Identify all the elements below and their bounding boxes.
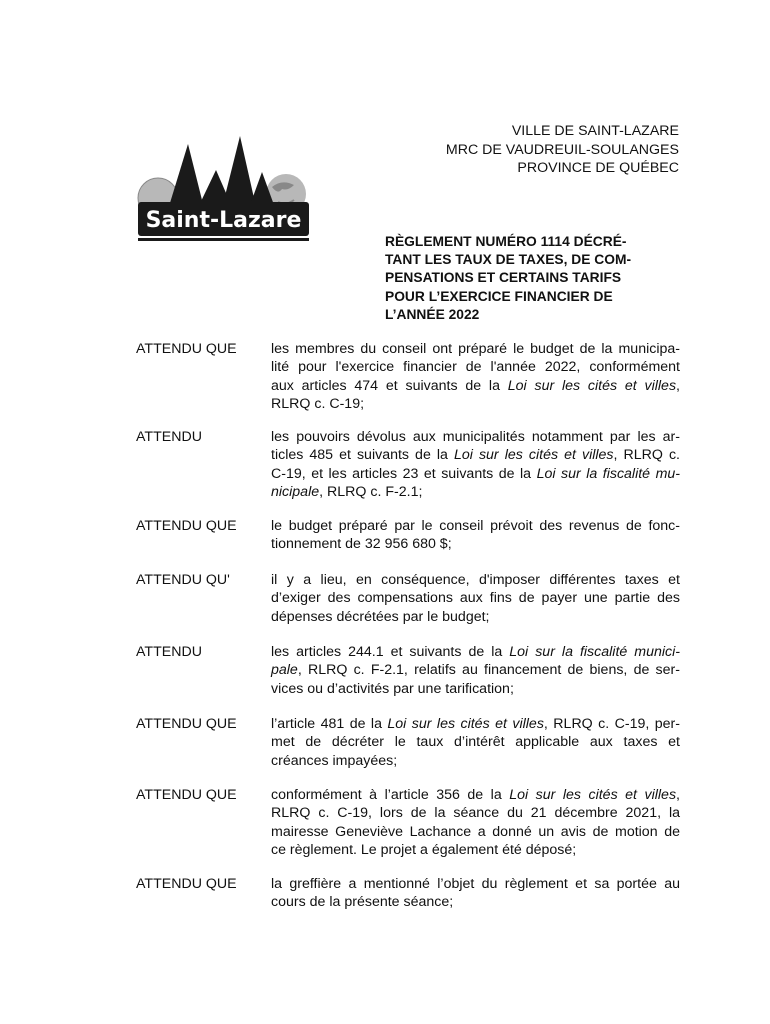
law-citation: Loi sur la fiscalité mu- bbox=[536, 465, 680, 482]
saint-lazare-logo bbox=[136, 132, 311, 244]
clause-text-line: dépenses décrétées par le budget; bbox=[271, 608, 490, 625]
clause-label: ATTENDU bbox=[136, 644, 202, 660]
clause-text-line: la greffière a mentionné l’objet du règlement et sa portée au bbox=[271, 876, 680, 892]
logo-wordmark: Saint-Lazare bbox=[145, 208, 302, 233]
clause-text bbox=[271, 340, 680, 414]
clause-text-line: RLRQ c. C-19; bbox=[271, 396, 365, 413]
bylaw-title-line: RÈGLEMENT NUMÉRO 1114 DÉCRÉ- bbox=[385, 234, 627, 249]
clause-text-line: aux articles 474 et suivants de la Loi sur les cités et villes, bbox=[271, 377, 680, 394]
clause-text-line: mairesse Geneviève Lachance a donné un avis de motion de bbox=[271, 823, 680, 840]
clause-label: ATTENDU QUE bbox=[136, 787, 237, 803]
clause-text-line: le budget préparé par le conseil prévoit des revenus de fonc- bbox=[271, 518, 680, 534]
clause-text-line: nicipale, RLRQ c. F-2.1; bbox=[271, 484, 423, 501]
clause-text-line: pale, RLRQ c. F-2.1, relatifs au financement de biens, de ser- bbox=[271, 662, 680, 679]
clause-text-line: ce règlement. Le projet a également été déposé; bbox=[271, 842, 577, 859]
bylaw-title-line: POUR L’EXERCICE FINANCIER DE bbox=[385, 288, 613, 304]
clause-label: ATTENDU QUE bbox=[136, 518, 237, 534]
clause-text bbox=[271, 875, 680, 912]
clause-text-line: RLRQ c. C-19, lors de la séance du 21 décembre 2021, la bbox=[271, 805, 680, 822]
clause-text bbox=[271, 715, 680, 770]
municipality-header bbox=[446, 122, 679, 178]
clause-text-line: vices ou d’activités par une tarification; bbox=[271, 680, 514, 697]
clause-text-line: il y a lieu, en conséquence, d'imposer différentes taxes et bbox=[271, 572, 680, 588]
law-citation: pale bbox=[271, 662, 298, 679]
clause-label: ATTENDU QUE bbox=[136, 341, 237, 357]
bylaw-title bbox=[385, 233, 675, 324]
clause-text-line: cours de la présente séance; bbox=[271, 894, 454, 911]
clause-text-line: conformément à l’article 356 de la Loi sur les cités et villes, bbox=[271, 787, 680, 803]
law-citation: Loi sur les cités et villes bbox=[387, 716, 544, 732]
clause-text bbox=[271, 517, 680, 554]
bylaw-title-line: PENSATIONS ET CERTAINS TARIFS bbox=[385, 270, 622, 286]
clause-text-line: lité pour l'exercice financier de l'année 2022, conformément bbox=[271, 359, 680, 376]
clause-label: ATTENDU QUE bbox=[136, 876, 237, 892]
clause-text-line: créances impayées; bbox=[271, 752, 398, 769]
law-citation: Loi sur les cités et villes bbox=[453, 447, 614, 464]
header-city: VILLE DE SAINT-LAZARE bbox=[511, 123, 679, 139]
clause-text-line: ticles 485 et suivants de la Loi sur les cités et villes, RLRQ c. bbox=[271, 447, 680, 464]
clause-label: ATTENDU QU' bbox=[136, 572, 230, 588]
clause-text-line: tionnement de 32 956 680 $; bbox=[271, 536, 452, 553]
clause-text bbox=[271, 786, 680, 860]
clause-text bbox=[271, 428, 680, 502]
clause-text bbox=[271, 571, 680, 626]
law-citation: Loi sur les cités et villes bbox=[509, 787, 677, 803]
clause-text-line: met de décréter le taux d’intérêt applicable aux taxes et bbox=[271, 734, 680, 751]
clause-text-line: C-19, et les articles 23 et suivants de la Loi sur la fiscalité mu- bbox=[271, 465, 680, 482]
header-mrc: MRC DE VAUDREUIL-SOULANGES bbox=[445, 141, 679, 158]
clause-text-line: les articles 244.1 et suivants de la Loi sur la fiscalité munici- bbox=[271, 644, 680, 660]
clause-text-line: les pouvoirs dévolus aux municipalités notamment par les ar- bbox=[271, 429, 680, 445]
law-citation: Loi sur les cités et villes bbox=[507, 377, 677, 394]
header-province: PROVINCE DE QUÉBEC bbox=[517, 160, 679, 177]
clause-text bbox=[271, 643, 680, 698]
law-citation: Loi sur la fiscalité munici- bbox=[509, 644, 680, 660]
clause-text-line: les membres du conseil ont préparé le budget de la municipa- bbox=[271, 341, 680, 357]
bylaw-title-line: TANT LES TAUX DE TAXES, DE COM- bbox=[385, 252, 632, 268]
bylaw-title-line: L’ANNÉE 2022 bbox=[385, 306, 480, 322]
clause-label: ATTENDU QUE bbox=[136, 716, 237, 732]
clause-text-line: l’article 481 de la Loi sur les cités et villes, RLRQ c. C-19, per- bbox=[271, 716, 680, 732]
law-citation: nicipale bbox=[271, 484, 320, 501]
clause-text-line: d’exiger des compensations aux fins de payer une partie des bbox=[271, 590, 680, 607]
clause-label: ATTENDU bbox=[136, 429, 202, 445]
